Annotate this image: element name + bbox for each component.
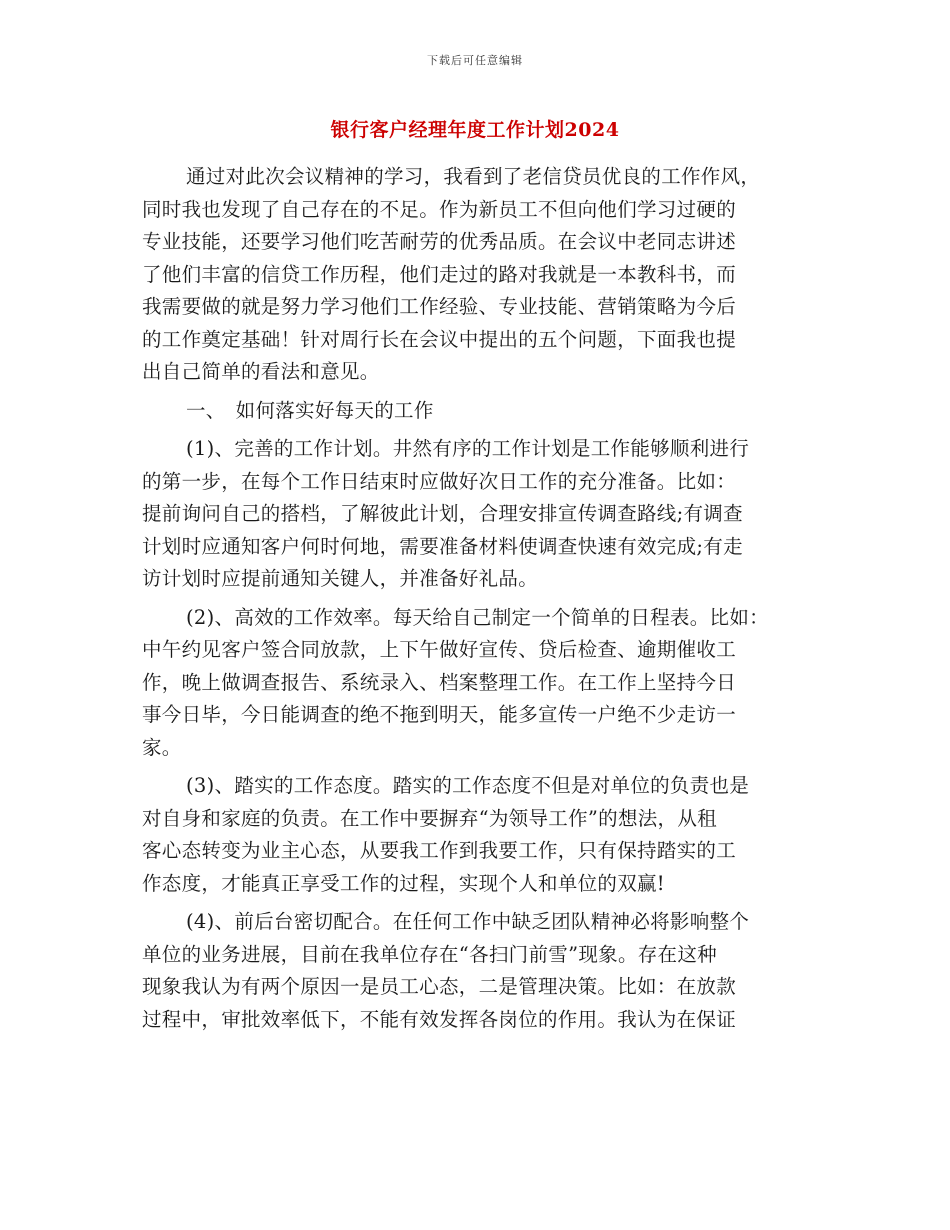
text-line: 提前询问自己的搭档，了解彼此计划，合理安排宣传调查路线;有调查	[142, 502, 743, 525]
document-title: 银行客户经理年度工作计划2024	[330, 119, 620, 141]
text-line: 过程中，审批效率低下，不能有效发挥各岗位的作用。我认为在保证	[142, 1007, 737, 1031]
text-line: (3)、踏实的工作态度。踏实的工作态度不但是对单位的负责也是	[186, 774, 750, 797]
text-line: 家。	[142, 735, 182, 759]
text-line: 现象我认为有两个原因一是员工心态，二是管理决策。比如：在放款	[142, 975, 737, 998]
text-line: 客心态转变为业主心态，从要我工作到我要工作，只有保持踏实的工	[142, 839, 737, 862]
text-line: (4)、前后台密切配合。在任何工作中缺乏团队精神必将影响整个	[186, 910, 750, 933]
text-line: 中午约见客户签合同放款，上下午做好宣传、贷后检查、逾期催收工	[142, 638, 737, 661]
page-header: 下载后可任意编辑	[427, 54, 523, 67]
document-body	[142, 161, 814, 1036]
text-line: 了他们丰富的信贷工作历程，他们走过的路对我就是一本教科书，而	[142, 262, 737, 286]
section-heading: 一、 如何落实好每天的工作	[186, 398, 434, 422]
text-line: 的第一步，在每个工作日结束时应做好次日工作的充分准备。比如：	[142, 469, 737, 493]
text-line: (1)、完善的工作计划。井然有序的工作计划是工作能够顺利进行	[186, 437, 750, 460]
text-line: (2)、高效的工作效率。每天给自己制定一个简单的日程表。比如：	[186, 605, 769, 629]
text-line: 单位的业务进展，目前在我单位存在“各扫门前雪”现象。存在这种	[142, 942, 717, 966]
text-line: 作，晚上做调查报告、系统录入、档案整理工作。在工作上坚持今日	[142, 670, 737, 694]
text-line: 同时我也发现了自己存在的不足。作为新员工不但向他们学习过硬的	[142, 197, 737, 221]
text-line: 我需要做的就是努力学习他们工作经验、专业技能、营销策略为今后	[142, 295, 737, 318]
text-line: 对自身和家庭的负责。在工作中要摒弃“为领导工作”的想法，从租	[142, 806, 717, 830]
text-line: 计划时应通知客户何时何地，需要准备材料使调查快速有效完成;有走	[142, 534, 743, 558]
text-line: 访计划时应提前通知关键人，并准备好礼品。	[142, 567, 539, 590]
text-line: 作态度，才能真正享受工作的过程，实现个人和单位的双赢!	[142, 871, 665, 895]
text-line: 出自己简单的看法和意见。	[142, 360, 380, 383]
text-line: 的工作奠定基础！针对周行长在会议中提出的五个问题，下面我也提	[142, 327, 737, 351]
text-line: 事今日毕，今日能调查的绝不拖到明天，能多宣传一户绝不少走访一	[142, 703, 737, 726]
text-line: 专业技能，还要学习他们吃苦耐劳的优秀品质。在会议中老同志讲述	[142, 230, 737, 253]
text-line: 通过对此次会议精神的学习，我看到了老信贷员优良的工作作风，	[186, 165, 761, 188]
